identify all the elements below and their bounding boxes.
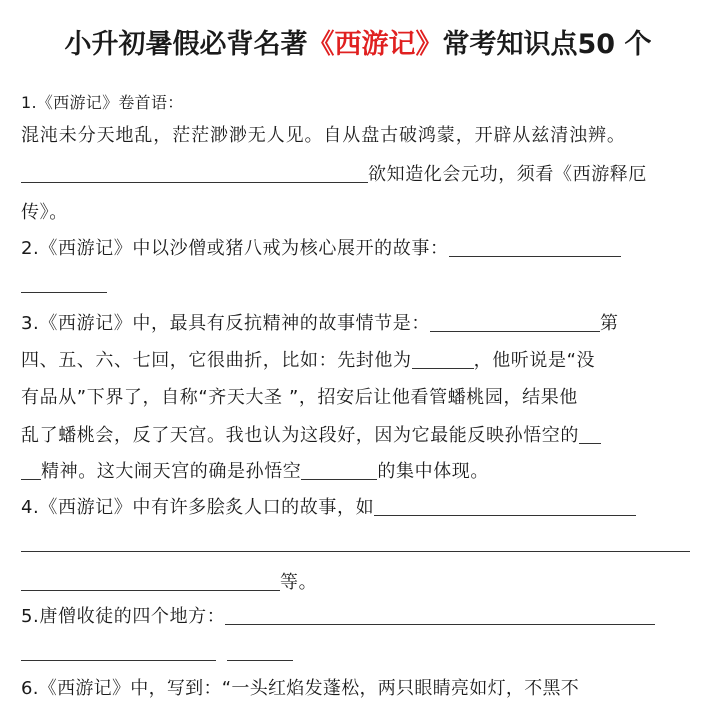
answer-blank[interactable] bbox=[227, 660, 293, 661]
answer-blank[interactable] bbox=[21, 292, 107, 293]
title-book-name: 《西游记》 bbox=[307, 29, 443, 60]
question-3-line-1-end: 第 bbox=[599, 313, 619, 334]
question-3-line-3: 有品从”下界了，自称“齐天大圣 ”，招安后让他看管蟠桃园，结果他 bbox=[21, 387, 578, 408]
question-3-line-5 bbox=[21, 459, 489, 485]
question-2-text: 2.《西游记》中以沙僧或猪八戒为核心展开的故事： bbox=[21, 238, 449, 259]
question-4-text: 4.《西游记》中有许多脍炙人口的故事，如 bbox=[21, 497, 375, 518]
answer-blank[interactable] bbox=[21, 660, 216, 661]
question-3-line-5-text: 精神。这大闹天宫的确是孙悟空 bbox=[41, 461, 302, 482]
question-1-line-3: 传》。 bbox=[21, 202, 68, 223]
question-3-line-4 bbox=[21, 423, 601, 449]
question-4-line-1 bbox=[21, 495, 636, 521]
page-title bbox=[0, 22, 716, 61]
answer-blank[interactable] bbox=[21, 572, 280, 591]
answer-blank[interactable] bbox=[579, 425, 601, 444]
answer-blank[interactable] bbox=[430, 313, 600, 332]
question-3-line-5-end: 的集中体现。 bbox=[377, 461, 490, 482]
answer-blank[interactable] bbox=[301, 461, 377, 480]
question-5 bbox=[21, 604, 655, 630]
title-suffix: 常考知识点50 个 bbox=[442, 29, 652, 60]
answer-blank[interactable] bbox=[412, 350, 474, 369]
question-3-line-2-end: ，他听说是“没 bbox=[473, 350, 596, 371]
question-1-line-1: 混沌未分天地乱，茫茫渺渺无人见。自从盘古破鸿蒙，开辟从兹清浊辨。 bbox=[21, 125, 626, 146]
answer-blank[interactable] bbox=[374, 497, 636, 516]
question-2 bbox=[21, 236, 621, 262]
answer-blank[interactable] bbox=[225, 606, 655, 625]
question-1-label: 1.《西游记》卷首语： bbox=[21, 93, 184, 112]
answer-blank[interactable] bbox=[21, 551, 690, 552]
question-4-end: 等。 bbox=[280, 572, 318, 593]
question-6-line-1: 6.《西游记》中，写到：“一头红焰发蓬松，两只眼睛亮如灯，不黑不 bbox=[21, 678, 580, 699]
question-3-line-1-text: 3.《西游记》中，最具有反抗精神的故事情节是： bbox=[21, 313, 430, 334]
answer-blank[interactable] bbox=[21, 164, 368, 183]
question-3-line-2-text: 四、五、六、七回，它很曲折，比如：先封他为 bbox=[21, 350, 412, 371]
question-3-line-1 bbox=[21, 311, 619, 337]
answer-blank[interactable] bbox=[449, 238, 621, 257]
question-5-text: 5.唐僧收徒的四个地方： bbox=[21, 606, 226, 627]
answer-blank[interactable] bbox=[21, 461, 41, 480]
question-4-line-3 bbox=[21, 570, 317, 596]
question-1-line-2 bbox=[21, 162, 647, 188]
question-3-line-2 bbox=[21, 348, 595, 374]
question-1-line-2-text: 欲知造化会元功，须看《西游释厄 bbox=[368, 164, 647, 185]
title-prefix: 小升初暑假必背名著 bbox=[64, 29, 308, 60]
question-3-line-4-text: 乱了蟠桃会，反了天宫。我也认为这段好，因为它最能反映孙悟空的 bbox=[21, 425, 579, 446]
